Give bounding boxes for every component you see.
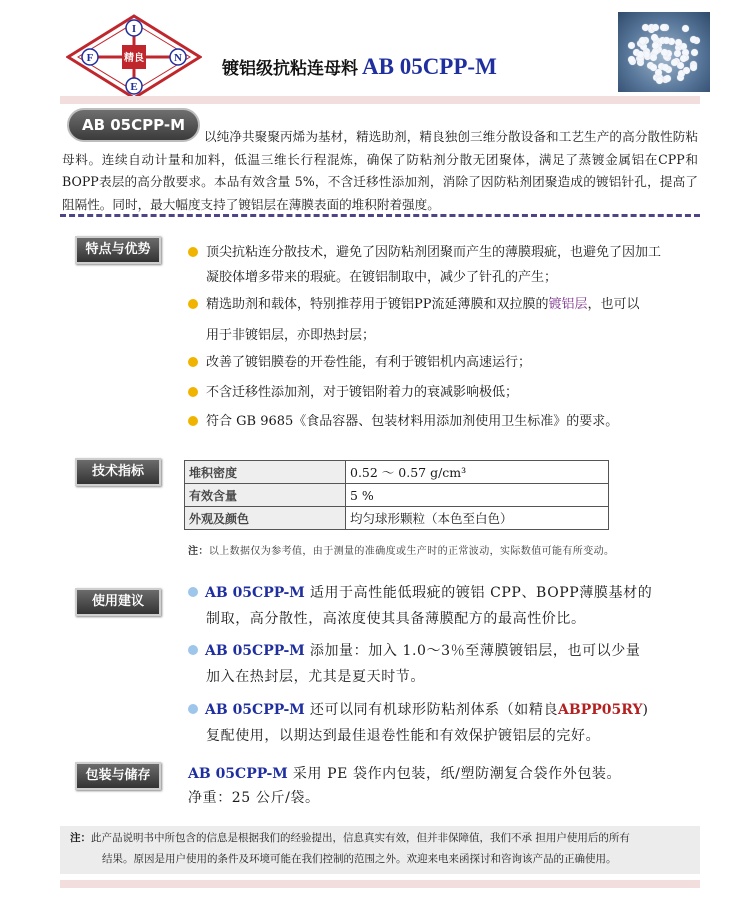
usage-2-line2: 加入在热封层，尤其是夏天时节。 <box>206 669 425 685</box>
pellet-shape <box>682 25 689 32</box>
feature-1-line2: 凝胶体增多带来的瑕疵。在镀铝制取中，减少了针孔的产生； <box>206 270 558 285</box>
spec-table <box>184 460 609 530</box>
pellet-shape <box>664 75 671 82</box>
tab-usage <box>75 588 161 616</box>
pellet-shape <box>661 49 668 56</box>
tab-usage-label: 使用建议 <box>91 594 144 609</box>
pellet-shape <box>690 64 697 71</box>
badge-label: AB 05CPP-M <box>81 116 186 134</box>
usage-item <box>188 580 688 632</box>
product-photo <box>618 12 710 92</box>
bottom-divider <box>60 880 700 888</box>
title-code: AB 05CPP-M <box>362 54 497 79</box>
table-row <box>185 484 609 507</box>
spec-key: 外观及颜色 <box>185 507 346 530</box>
feature-2-line1a: 精选助剂和载体，特别推荐用于镀铝PP流延薄膜和双拉膜的 <box>206 297 549 312</box>
spec-value: 5 % <box>346 484 609 507</box>
packing-text <box>188 762 621 810</box>
pellet-shape <box>671 59 678 66</box>
feature-item <box>188 350 708 375</box>
feature-2-line1b: ，也可以 <box>587 297 640 312</box>
usage-3-line1-end: ) <box>642 702 649 718</box>
usage-item <box>188 697 688 749</box>
bullet-icon <box>188 299 198 309</box>
logo-letter-right: N <box>174 52 182 64</box>
company-logo <box>66 14 202 100</box>
table-row <box>185 461 609 484</box>
top-divider <box>60 96 700 104</box>
pellet-shape <box>650 54 657 61</box>
bullet-icon <box>188 645 198 655</box>
logo-letter-bottom: E <box>130 81 138 93</box>
tab-packing-label: 包装与储存 <box>85 768 151 783</box>
feature-item <box>188 292 708 348</box>
pellet-shape <box>628 56 635 63</box>
usage-1-code: AB 05CPP-M <box>205 585 305 601</box>
tab-features <box>75 236 161 264</box>
feature-4-line1: 不含迁移性添加剂，对于镀铝附着力的衰减影响极低； <box>206 385 519 400</box>
pellet-shape <box>628 42 635 49</box>
pellet-shape <box>637 51 644 58</box>
usage-1-line1: 适用于高性能低瑕疵的镀铝 CPP、BOPP薄膜基材的 <box>304 585 653 601</box>
usage-3-line1: 还可以同有机球形防粘剂体系（如精良 <box>304 702 559 718</box>
logo-center-text: 精良 <box>124 53 144 64</box>
pellet-shape <box>660 24 667 31</box>
feature-item <box>188 380 708 405</box>
pellet-shape <box>675 39 682 46</box>
feature-3-line1: 改善了镀铝膜卷的开卷性能，有利于镀铝机内高速运行； <box>206 355 532 370</box>
spec-value: 0.52 ～ 0.57 g/cm³ <box>346 461 609 484</box>
usage-item <box>188 638 688 690</box>
page-title <box>222 54 497 80</box>
pellet-shape <box>680 55 687 62</box>
tab-specs <box>75 458 161 486</box>
tab-packing <box>75 762 161 790</box>
pellet-shape <box>691 49 698 56</box>
spec-note <box>188 542 614 557</box>
feature-5-line1: 符合 GB 9685《食品容器、包装材料用添加剂使用卫生标准》的要求。 <box>206 414 619 429</box>
logo-letter-top: I <box>131 23 137 35</box>
product-code-badge <box>67 108 200 142</box>
tab-features-label: 特点与优势 <box>85 242 151 257</box>
spec-key: 有效含量 <box>185 484 346 507</box>
usage-3-line2: 复配使用，以期达到最佳退卷性能和有效保护镀铝层的完好。 <box>206 728 601 744</box>
bullet-icon <box>188 357 198 367</box>
table-row <box>185 507 609 530</box>
usage-2-code: AB 05CPP-M <box>205 643 305 659</box>
feature-2-line2: 用于非镀铝层，亦即热封层； <box>206 328 376 343</box>
title-prefix: 镀铝级抗粘连母料 <box>222 59 358 79</box>
pellet-shape <box>656 77 663 84</box>
disclaimer-label: 注： <box>70 832 91 844</box>
disclaimer <box>60 826 700 874</box>
bullet-icon <box>188 387 198 397</box>
disclaimer-line2: 结果。原因是用户使用的条件及环境可能在我们控制的范围之外。欢迎来电来函探讨和咨询该产品的正确使用。 <box>102 853 617 865</box>
spec-value: 均匀球形颗粒（本色至白色） <box>346 507 609 530</box>
intro-text: 以纯净共聚聚丙烯为基材，精选助剂，精良独创三维分散设备和工艺生产的高分散性防粘母料。连续自动计量和加料，低温三维长行程混炼，确保了防粘剂分散无团聚体，满足了蒸镀金属铝在CPP和BOPP表层的高分散要求。本品有效含量 5%，不含迁移性添加剂，消除了因防粘剂团聚造成的镀铝针孔，提高了阻隔性。同时，最大幅度支持了镀铝层在薄膜表面的堆积附着强度。 <box>62 129 698 212</box>
feature-item <box>188 409 708 434</box>
pellet-shape <box>683 67 690 74</box>
section-divider <box>60 214 700 217</box>
spec-note-text: 以上数据仅为参考值，由于测量的准确度或生产时的正常波动，实际数值可能有所变动。 <box>208 546 615 557</box>
pellet-shape <box>690 36 697 43</box>
bullet-icon <box>188 704 198 714</box>
usage-3-ref-code: ABPP05RY <box>558 702 643 718</box>
feature-2-highlight: 镀铝层 <box>548 297 588 312</box>
packing-code: AB 05CPP-M <box>188 766 288 782</box>
packing-line1: 采用 PE 袋作内包装，纸/塑防潮复合袋作外包装。 <box>287 766 622 782</box>
pellet-shape <box>651 34 658 41</box>
usage-3-code: AB 05CPP-M <box>205 702 305 718</box>
spec-key: 堆积密度 <box>185 461 346 484</box>
pellet-shape <box>652 24 659 31</box>
feature-item <box>188 240 708 290</box>
pellet-shape <box>655 69 662 76</box>
spec-note-label: 注： <box>188 546 209 557</box>
bullet-icon <box>188 587 198 597</box>
packing-line2: 净重：25 公斤/袋。 <box>188 790 320 806</box>
logo-letter-left: F <box>86 52 94 64</box>
disclaimer-line1: 此产品说明书中所包含的信息是根据我们的经验提出，信息真实有效，但并非保障值，我们不承 担用户使用后的所有 <box>91 832 630 844</box>
bullet-icon <box>188 416 198 426</box>
usage-1-line2: 制取，高分散性，高浓度使其具备薄膜配方的最高性价比。 <box>206 611 586 627</box>
feature-1-line1: 顶尖抗粘连分散技术，避免了因防粘剂团聚而产生的薄膜瑕疵，也避免了因加工 <box>206 245 662 260</box>
bullet-icon <box>188 247 198 257</box>
usage-2-line1: 添加量：加入 1.0～3％至薄膜镀铝层，也可以少量 <box>304 643 641 659</box>
tab-specs-label: 技术指标 <box>91 464 144 479</box>
